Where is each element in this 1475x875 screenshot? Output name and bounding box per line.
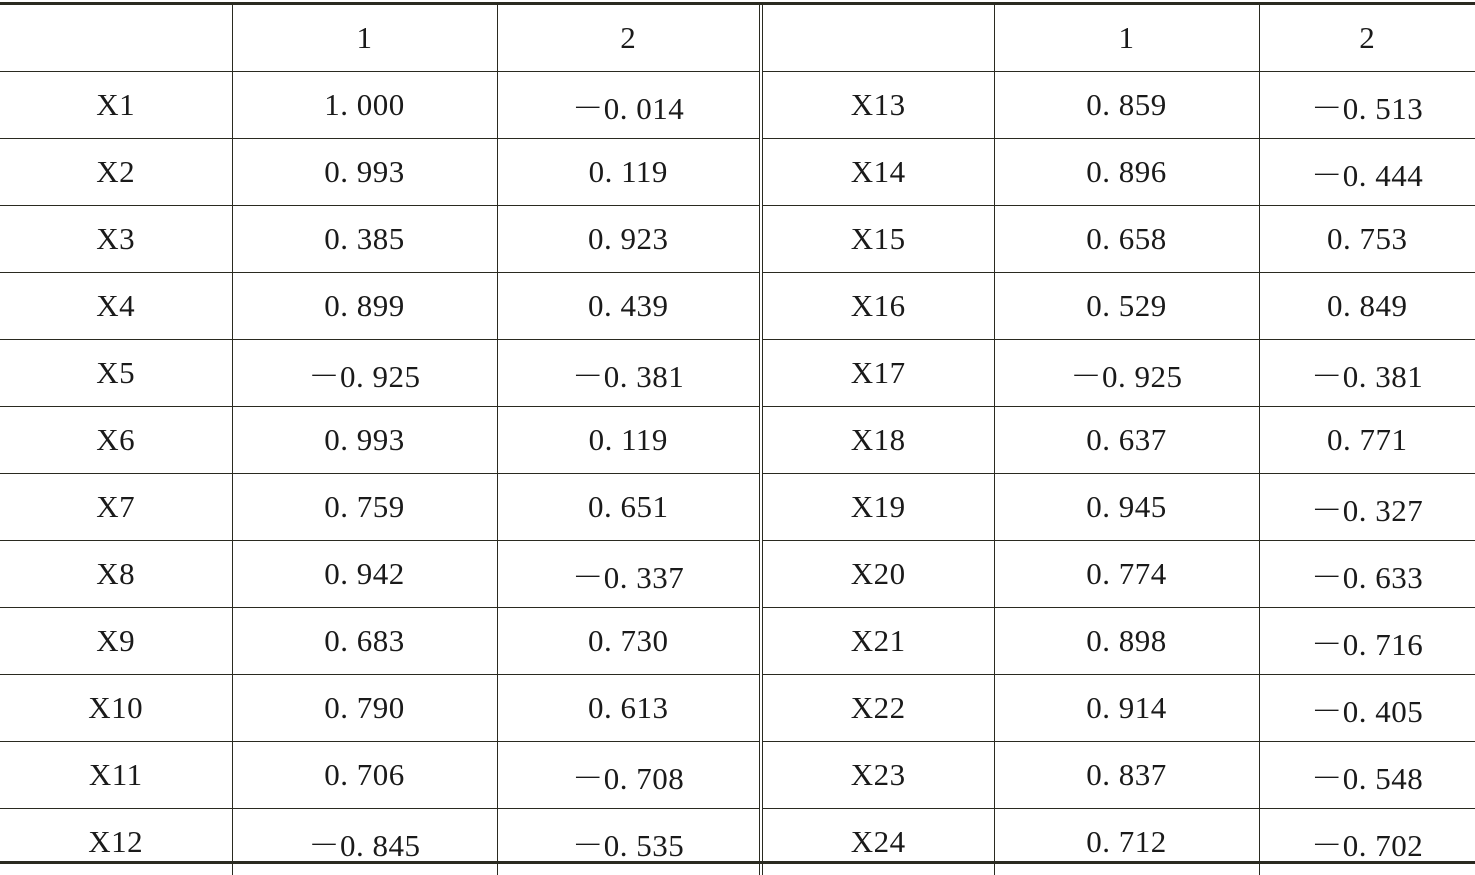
value-cell: 0. 993 [232, 139, 497, 206]
table-row [0, 273, 1475, 340]
value-cell: －0. 845 [232, 809, 497, 875]
row-label: X4 [0, 273, 232, 340]
value-cell: 0. 896 [994, 139, 1259, 206]
row-label: X20 [761, 541, 994, 608]
table-row [0, 608, 1475, 675]
row-label: X11 [0, 742, 232, 809]
value-cell: 0. 753 [1259, 206, 1475, 273]
value-cell: 0. 683 [232, 608, 497, 675]
row-label: X12 [0, 809, 232, 875]
header-cell: 2 [1259, 5, 1475, 72]
row-label: X19 [761, 474, 994, 541]
loading-matrix-table [0, 2, 1475, 864]
row-label: X21 [761, 608, 994, 675]
value-cell: 0. 849 [1259, 273, 1475, 340]
header-cell [0, 5, 232, 72]
value-cell: －0. 925 [994, 340, 1259, 407]
value-cell: 0. 613 [497, 675, 761, 742]
row-label: X18 [761, 407, 994, 474]
table-row [0, 340, 1475, 407]
value-cell: 0. 651 [497, 474, 761, 541]
value-cell: －0. 405 [1259, 675, 1475, 742]
value-cell: 0. 712 [994, 809, 1259, 875]
row-label: X10 [0, 675, 232, 742]
row-label: X15 [761, 206, 994, 273]
table-row [0, 675, 1475, 742]
value-cell: 0. 706 [232, 742, 497, 809]
value-cell: 0. 942 [232, 541, 497, 608]
value-cell: 0. 898 [994, 608, 1259, 675]
value-cell: 0. 859 [994, 72, 1259, 139]
value-cell: －0. 337 [497, 541, 761, 608]
value-cell: 0. 899 [232, 273, 497, 340]
row-label: X8 [0, 541, 232, 608]
row-label: X2 [0, 139, 232, 206]
value-cell: 0. 439 [497, 273, 761, 340]
row-label: X13 [761, 72, 994, 139]
value-cell: －0. 716 [1259, 608, 1475, 675]
value-cell: －0. 381 [497, 340, 761, 407]
row-label: X5 [0, 340, 232, 407]
table-row [0, 206, 1475, 273]
value-cell: －0. 513 [1259, 72, 1475, 139]
header-cell: 1 [994, 5, 1259, 72]
table-body [0, 5, 1475, 875]
value-cell: －0. 633 [1259, 541, 1475, 608]
header-cell [761, 5, 994, 72]
value-cell: －0. 327 [1259, 474, 1475, 541]
table-row [0, 407, 1475, 474]
row-label: X22 [761, 675, 994, 742]
table-row [0, 541, 1475, 608]
value-cell: 0. 385 [232, 206, 497, 273]
value-cell: －0. 444 [1259, 139, 1475, 206]
row-label: X6 [0, 407, 232, 474]
row-label: X17 [761, 340, 994, 407]
value-cell: －0. 548 [1259, 742, 1475, 809]
value-cell: 0. 119 [497, 407, 761, 474]
value-cell: 0. 658 [994, 206, 1259, 273]
value-cell: 1. 000 [232, 72, 497, 139]
value-cell: 0. 914 [994, 675, 1259, 742]
header-cell: 1 [232, 5, 497, 72]
table-row [0, 809, 1475, 875]
value-cell: －0. 702 [1259, 809, 1475, 875]
row-label: X1 [0, 72, 232, 139]
header-cell: 2 [497, 5, 761, 72]
value-cell: 0. 637 [994, 407, 1259, 474]
row-label: X24 [761, 809, 994, 875]
value-cell: －0. 925 [232, 340, 497, 407]
row-label: X23 [761, 742, 994, 809]
value-cell: 0. 119 [497, 139, 761, 206]
value-cell: 0. 790 [232, 675, 497, 742]
value-cell: 0. 759 [232, 474, 497, 541]
data-table [0, 5, 1475, 875]
value-cell: －0. 381 [1259, 340, 1475, 407]
table-row [0, 474, 1475, 541]
value-cell: 0. 771 [1259, 407, 1475, 474]
header-row [0, 5, 1475, 72]
table-row [0, 139, 1475, 206]
row-label: X9 [0, 608, 232, 675]
value-cell: 0. 730 [497, 608, 761, 675]
value-cell: －0. 535 [497, 809, 761, 875]
table-row [0, 72, 1475, 139]
value-cell: 0. 923 [497, 206, 761, 273]
row-label: X3 [0, 206, 232, 273]
row-label: X16 [761, 273, 994, 340]
row-label: X7 [0, 474, 232, 541]
value-cell: －0. 708 [497, 742, 761, 809]
table-row [0, 742, 1475, 809]
value-cell: 0. 837 [994, 742, 1259, 809]
value-cell: 0. 993 [232, 407, 497, 474]
value-cell: 0. 774 [994, 541, 1259, 608]
value-cell: 0. 945 [994, 474, 1259, 541]
row-label: X14 [761, 139, 994, 206]
value-cell: －0. 014 [497, 72, 761, 139]
value-cell: 0. 529 [994, 273, 1259, 340]
